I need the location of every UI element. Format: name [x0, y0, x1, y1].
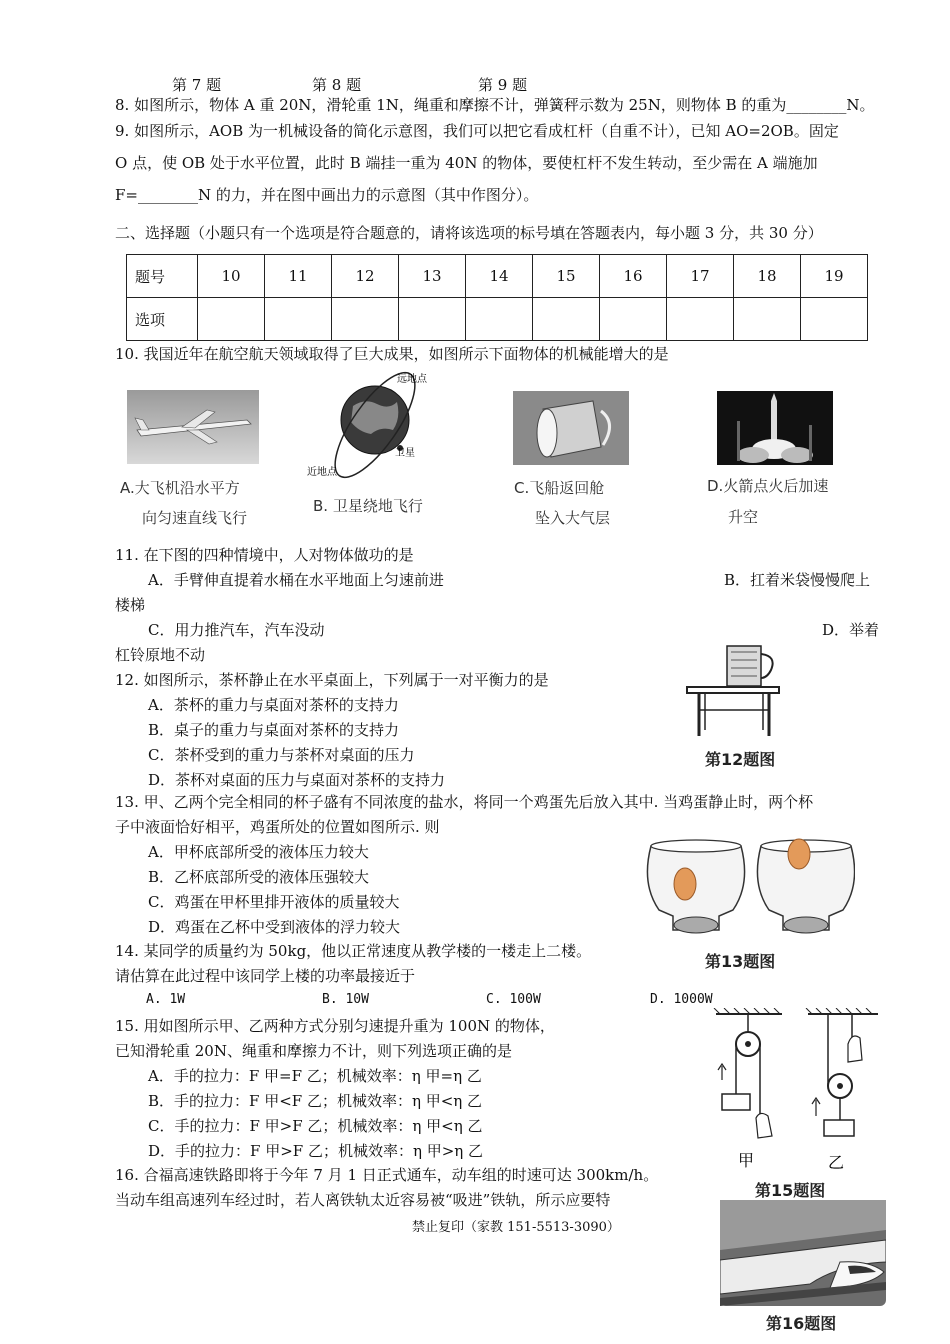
- table-cell: 10: [198, 255, 265, 298]
- question-11-option-a: A．手臂伸直提着水桶在水平地面上匀速前进: [148, 571, 444, 589]
- pulley-label-jia: 甲: [738, 1151, 755, 1170]
- table-header-answer: 选项: [127, 298, 198, 341]
- answer-cell[interactable]: [734, 298, 801, 341]
- question-14-stem1: 14. 某同学的质量约为 50kg，他以正常速度从教学楼的一楼走上二楼。: [115, 942, 592, 960]
- answer-cell[interactable]: [533, 298, 600, 341]
- answer-cell[interactable]: [265, 298, 332, 341]
- question-15-option-c: C．手的拉力：F 甲>F 乙；机械效率：η 甲<η 乙: [148, 1117, 483, 1135]
- pulley-diagram: [712, 1008, 882, 1170]
- question-9-line3: F=________N 的力，并在图中画出力的示意图（其中作图分）。: [115, 186, 539, 204]
- question-13-option-d: D．鸡蛋在乙杯中受到液体的浮力较大: [148, 918, 401, 936]
- question-14-option-a: A. 1W: [146, 992, 186, 1007]
- capsule-image: [513, 391, 629, 465]
- section-2-title: 二、选择题（小题只有一个选项是符合题意的，请将该选项的标号填在答题表内，每小题 3 分，共 30 分）: [115, 224, 823, 242]
- figure-15-caption: 第15题图: [755, 1181, 826, 1200]
- table-cell: 18: [734, 255, 801, 298]
- question-12-option-a: A．茶杯的重力与桌面对茶杯的支持力: [148, 696, 399, 714]
- table-cell: 17: [667, 255, 734, 298]
- question-16-stem1: 16. 合福高速铁路即将于今年 7 月 1 日正式通车，动车组的时速可达 300km/h。: [115, 1166, 659, 1184]
- question-13-stem2: 子中液面恰好相平，鸡蛋所处的位置如图所示. 则: [115, 818, 440, 836]
- figure-16-caption: 第16题图: [766, 1314, 837, 1333]
- pulley-label-yi: 乙: [828, 1153, 845, 1170]
- question-11-option-d-part2: 杠铃原地不动: [115, 646, 206, 664]
- question-15-option-d: D．手的拉力：F 甲>F 乙；机械效率：η 甲>η 乙: [148, 1142, 484, 1160]
- question-13-stem1: 13. 甲、乙两个完全相同的杯子盛有不同浓度的盐水，将同一个鸡蛋先后放入其中. 当鸡蛋静止时，两个杯: [115, 793, 814, 811]
- question-14-stem2: 请估算在此过程中该同学上楼的功率最接近于: [115, 967, 416, 985]
- question-15-stem1: 15. 用如图所示甲、乙两种方式分别匀速提升重为 100N 的物体，: [115, 1017, 555, 1035]
- airplane-image: [127, 390, 259, 464]
- fig7-label: 第 7 题: [172, 76, 222, 94]
- table-cell: 14: [466, 255, 533, 298]
- teacup-on-table-figure: [683, 640, 783, 740]
- figure-12-caption: 第12题图: [705, 750, 776, 769]
- satellite-label: 卫星: [395, 448, 415, 459]
- question-14-option-c: C. 100W: [486, 992, 541, 1007]
- q10-caption-b: B. 卫星绕地飞行: [313, 497, 423, 515]
- question-12-option-c: C．茶杯受到的重力与茶杯对桌面的压力: [148, 746, 415, 764]
- satellite-orbit-diagram: [305, 370, 435, 480]
- table-cell: 13: [399, 255, 466, 298]
- table-cell: 19: [801, 255, 868, 298]
- question-16-stem2: 当动车组高速列车经过时，若人离铁轨太近容易被“吸进”铁轨，所示应要特: [115, 1191, 611, 1209]
- answer-cell[interactable]: [198, 298, 265, 341]
- question-15-stem2: 已知滑轮重 20N、绳重和摩擦力不计，则下列选项正确的是: [115, 1042, 512, 1060]
- far-point-label: 远地点: [397, 374, 427, 385]
- answer-cell[interactable]: [399, 298, 466, 341]
- question-11-option-b-part2: 楼梯: [115, 596, 146, 614]
- table-row-answers: [127, 298, 868, 341]
- table-cell: 15: [533, 255, 600, 298]
- question-8: 8. 如图所示，物体 A 重 20N，滑轮重 1N，绳重和摩擦不计，弹簧秤示数为 25N，则物体 B 的重为________N。: [115, 96, 875, 114]
- question-13-option-c: C．鸡蛋在甲杯里排开液体的质量较大: [148, 893, 400, 911]
- question-14-option-d: D. 1000W: [650, 992, 713, 1007]
- answer-cell[interactable]: [466, 298, 533, 341]
- question-13-option-b: B．乙杯底部所受的液体压强较大: [148, 868, 370, 886]
- table-cell: 16: [600, 255, 667, 298]
- question-15-option-b: B．手的拉力：F 甲<F 乙；机械效率：η 甲<η 乙: [148, 1092, 483, 1110]
- question-11-stem: 11. 在下图的四种情境中，人对物体做功的是: [115, 546, 414, 564]
- q10-caption-a-line2: 向匀速直线飞行: [142, 509, 248, 527]
- q10-caption-d-line2: 升空: [728, 508, 759, 526]
- page-footer: 禁止复印（家教 151-5513-3090）: [412, 1220, 620, 1235]
- question-13-option-a: A．甲杯底部所受的液体压力较大: [148, 843, 369, 861]
- near-point-label: 近地点: [307, 467, 337, 478]
- q10-caption-d-line1: D.火箭点火后加速: [707, 477, 829, 495]
- fig9-label: 第 9 题: [478, 76, 528, 94]
- answer-cell[interactable]: [667, 298, 734, 341]
- question-11-option-c: C．用力推汽车，汽车没动: [148, 621, 325, 639]
- table-cell: 12: [332, 255, 399, 298]
- answer-table: [126, 254, 868, 341]
- question-14-option-b: B. 10W: [322, 992, 369, 1007]
- question-12-option-b: B．桌子的重力与桌面对茶杯的支持力: [148, 721, 400, 739]
- table-header-number: 题号: [127, 255, 198, 298]
- question-11-option-b-part1: B．扛着米袋慢慢爬上: [724, 571, 871, 589]
- figure-13-caption: 第13题图: [705, 952, 776, 971]
- q10-caption-c-line2: 坠入大气层: [535, 509, 611, 527]
- fig8-label: 第 8 题: [312, 76, 362, 94]
- answer-cell[interactable]: [801, 298, 868, 341]
- question-9-line2: O 点，使 OB 处于水平位置，此时 B 端挂一重为 40N 的物体，要使杠杆不发生转动，至少需在 A 端施加: [115, 154, 818, 172]
- high-speed-train-image: [720, 1200, 886, 1306]
- answer-cell[interactable]: [332, 298, 399, 341]
- table-cell: 11: [265, 255, 332, 298]
- answer-cell[interactable]: [600, 298, 667, 341]
- q10-caption-c-line1: C.飞船返回舱: [514, 479, 605, 497]
- question-11-option-d-part1: D．举着: [822, 621, 880, 639]
- rocket-launch-image: [717, 391, 833, 465]
- table-row-numbers: [127, 255, 868, 298]
- question-15-option-a: A．手的拉力：F 甲=F 乙；机械效率：η 甲=η 乙: [148, 1067, 482, 1085]
- question-10-stem: 10. 我国近年在航空航天领域取得了巨大成果，如图所示下面物体的机械能增大的是: [115, 345, 669, 363]
- question-9-line1: 9. 如图所示，AOB 为一机械设备的简化示意图，我们可以把它看成杠杆（自重不计），已知 AO=2OB。固定: [115, 122, 839, 140]
- question-12-stem: 12. 如图所示，茶杯静止在水平桌面上，下列属于一对平衡力的是: [115, 671, 549, 689]
- question-12-option-d: D．茶杯对桌面的压力与桌面对茶杯的支持力: [148, 771, 446, 789]
- q10-caption-a-line1: A.大飞机沿水平方: [120, 479, 240, 497]
- egg-in-cups-figure: [637, 824, 855, 944]
